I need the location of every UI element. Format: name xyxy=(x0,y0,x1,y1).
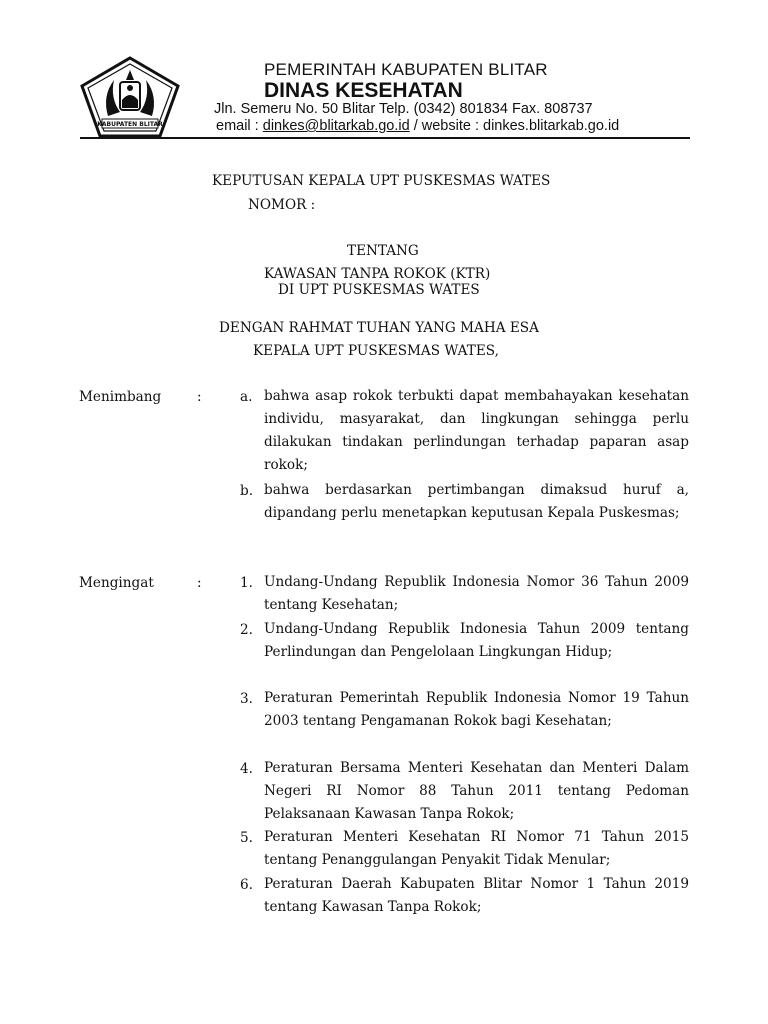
decree-number: NOMOR : xyxy=(248,197,316,213)
mengingat-item-3: Peraturan Pemerintah Republik Indonesia Nomor 19 Tahun 2003 tentang Pengamanan Rokok bagi Kesehatan; xyxy=(264,690,689,729)
about-heading: TENTANG xyxy=(347,243,419,259)
menimbang-mark-b: b. xyxy=(240,483,254,499)
mengingat-mark-3: 3. xyxy=(240,691,253,707)
invocation: DENGAN RAHMAT TUHAN YANG MAHA ESA xyxy=(219,320,539,336)
menimbang-item-b: bahwa berdasarkan pertimbangan dimaksud huruf a, dipandang perlu menetapkan keputusan Kepala Puskesmas; xyxy=(264,482,689,521)
mengingat-mark-1: 1. xyxy=(240,575,253,591)
mengingat-label: Mengingat xyxy=(79,575,154,591)
subject-line-2: DI UPT PUSKESMAS WATES xyxy=(278,282,480,298)
mengingat-mark-6: 6. xyxy=(240,877,253,893)
subject-line-1: KAWASAN TANPA ROKOK (KTR) xyxy=(264,266,491,282)
mengingat-item-6: Peraturan Daerah Kabupaten Blitar Nomor 1 Tahun 2019 tentang Kawasan Tanpa Rokok; xyxy=(264,876,689,915)
mengingat-colon: : xyxy=(197,575,202,591)
letterhead-divider xyxy=(80,137,690,139)
official-title: KEPALA UPT PUSKESMAS WATES, xyxy=(253,343,499,359)
logo-caption: KABUPATEN BLITAR xyxy=(97,121,163,128)
mengingat-mark-2: 2. xyxy=(240,622,253,638)
menimbang-label: Menimbang xyxy=(79,389,162,405)
menimbang-item-a: bahwa asap rokok terbukti dapat membahayakan kesehatan individu, masyarakat, dan lingkungan sehingga perlu dilakukan tindakan perlindungan terhadap paparan asap rokok; xyxy=(264,388,689,473)
email-prefix: email : xyxy=(216,118,263,134)
mengingat-item-4: Peraturan Bersama Menteri Kesehatan dan Menteri Dalam Negeri RI Nomor 88 Tahun 2011 tentang Pedoman Pelaksanaan Kawasan Tanpa Rokok; xyxy=(264,760,689,822)
website-text: / website : dinkes.blitarkab.go.id xyxy=(409,118,620,134)
regency-logo xyxy=(80,56,180,138)
mengingat-item-1: Undang-Undang Republik Indonesia Nomor 36 Tahun 2009 tentang Kesehatan; xyxy=(264,574,689,613)
mengingat-item-2: Undang-Undang Republik Indonesia Tahun 2009 tentang Perlindungan dan Pengelolaan Lingkungan Hidup; xyxy=(264,621,689,660)
office-address: Jln. Semeru No. 50 Blitar Telp. (0342) 801834 Fax. 808737 xyxy=(214,101,593,117)
menimbang-colon: : xyxy=(197,389,202,405)
mengingat-item-5: Peraturan Menteri Kesehatan RI Nomor 71 Tahun 2015 tentang Penanggulangan Penyakit Tidak Menular; xyxy=(264,829,689,868)
government-name: PEMERINTAH KABUPATEN BLITAR xyxy=(264,60,548,79)
department-name: DINAS KESEHATAN xyxy=(264,79,463,102)
menimbang-mark-a: a. xyxy=(240,389,253,405)
mengingat-mark-5: 5. xyxy=(240,830,253,846)
email-link[interactable]: dinkes@blitarkab.go.id xyxy=(262,118,410,134)
mengingat-mark-4: 4. xyxy=(240,761,253,777)
decree-title: KEPUTUSAN KEPALA UPT PUSKESMAS WATES xyxy=(212,173,551,189)
contact-line xyxy=(216,118,619,134)
